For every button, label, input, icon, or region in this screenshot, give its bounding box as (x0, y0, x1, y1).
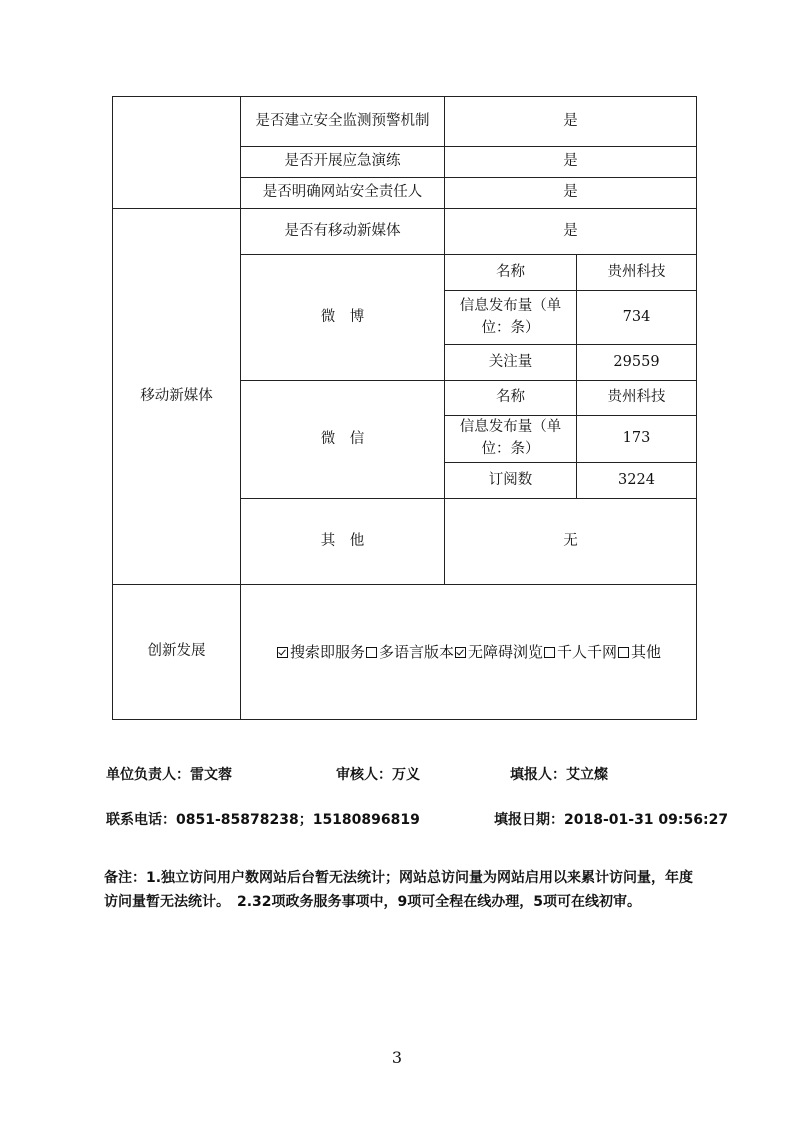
weibo-name-value: 贵州科技 (577, 255, 697, 291)
checkbox-other[interactable] (618, 647, 629, 658)
other-media-value: 无 (445, 499, 697, 585)
media-section-label: 移动新媒体 (113, 209, 241, 585)
report-table (112, 96, 697, 720)
security-label-cell: 是否明确网站安全责任人 (241, 178, 445, 209)
option-label: 其他 (631, 642, 662, 661)
reviewer: 审核人：万义 (336, 767, 420, 783)
option-label: 多语言版本 (378, 642, 454, 661)
checkbox-multilanguage[interactable] (366, 647, 377, 658)
option-label: 千人千网 (557, 642, 618, 661)
security-value-cell: 是 (445, 178, 697, 209)
wechat-posts-value: 173 (577, 416, 697, 463)
wechat-subscribers-label: 订阅数 (445, 463, 577, 499)
weibo-posts-value: 734 (577, 291, 697, 345)
option-label: 搜索即服务 (289, 642, 365, 661)
wechat-posts-label: 信息发布量（单位：条） (445, 416, 577, 463)
option-label: 无障碍浏览 (467, 642, 543, 661)
innovation-options (241, 585, 697, 720)
wechat-name-value: 贵州科技 (577, 381, 697, 416)
checkbox-accessibility[interactable] (455, 647, 466, 658)
security-label-cell: 是否建立安全监测预警机制 (241, 97, 445, 147)
contact-phone: 联系电话：0851-85878238；15180896819 (106, 812, 420, 828)
other-media-label: 其 他 (241, 499, 445, 585)
weibo-followers-label: 关注量 (445, 345, 577, 381)
weibo-label: 微 博 (241, 255, 445, 381)
unit-head: 单位负责人：雷文蓉 (106, 767, 232, 783)
has-media-value: 是 (445, 209, 697, 255)
security-value-cell: 是 (445, 147, 697, 178)
security-label-cell: 是否开展应急演练 (241, 147, 445, 178)
innovation-label: 创新发展 (113, 585, 241, 720)
filler: 填报人：艾立燦 (510, 767, 608, 783)
has-media-label: 是否有移动新媒体 (241, 209, 445, 255)
weibo-name-label: 名称 (445, 255, 577, 291)
wechat-subscribers-value: 3224 (577, 463, 697, 499)
page-number: 3 (391, 1048, 403, 1067)
weibo-posts-label: 信息发布量（单位：条） (445, 291, 577, 345)
security-value-cell: 是 (445, 97, 697, 147)
checkbox-search-service[interactable] (277, 647, 288, 658)
wechat-label: 微 信 (241, 381, 445, 499)
checkbox-personalized[interactable] (544, 647, 555, 658)
wechat-name-label: 名称 (445, 381, 577, 416)
security-section-cell (113, 97, 241, 209)
weibo-followers-value: 29559 (577, 345, 697, 381)
remarks-note: 备注：1.独立访问用户数网站后台暂无法统计；网站总访问量为网站启用以来累计访问量，年度访问量暂无法统计。 2.32项政务服务事项中，9项可全程在线办理，5项可在线初审。 (104, 870, 694, 910)
fill-date: 填报日期：2018-01-31 09:56:27 (494, 812, 729, 828)
